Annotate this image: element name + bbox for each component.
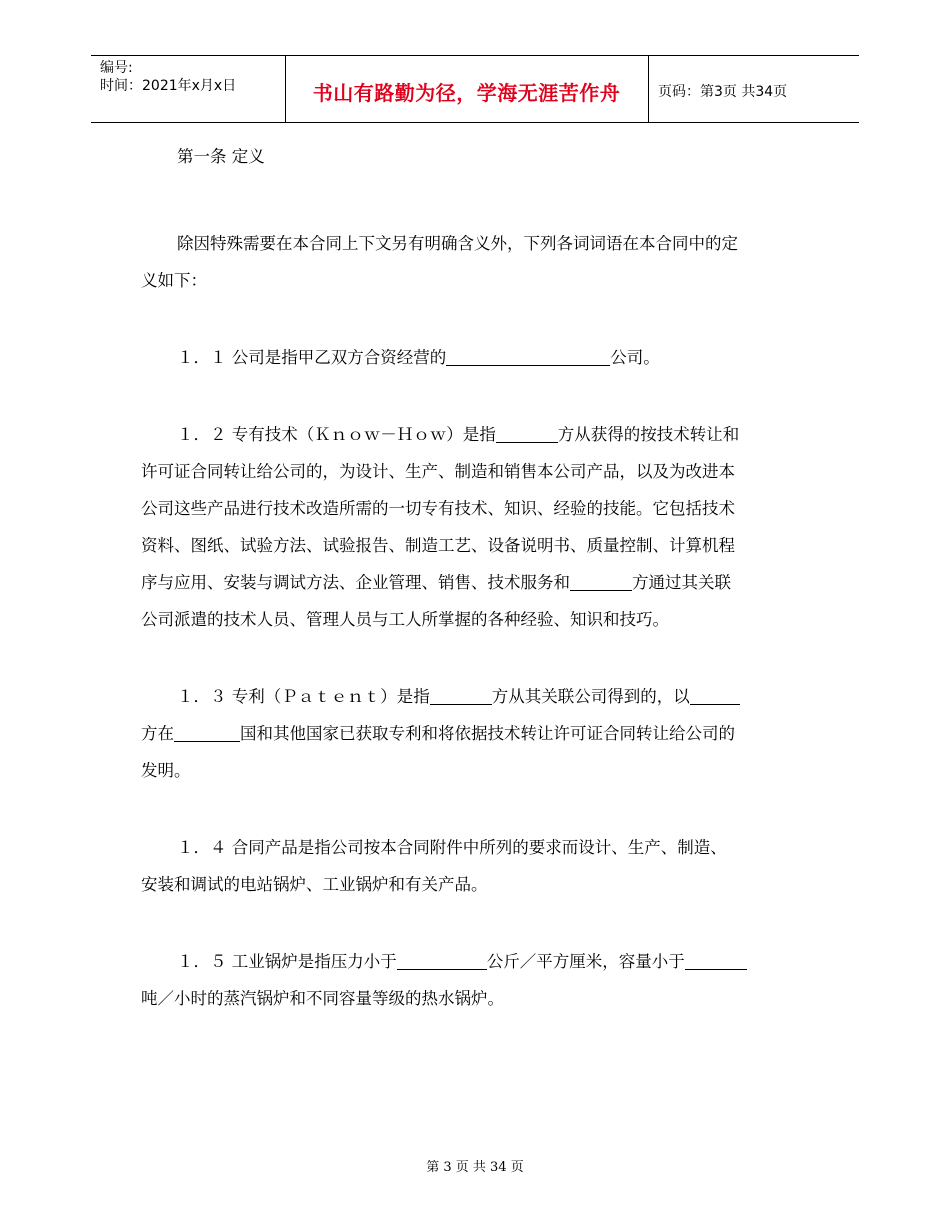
blank-field bbox=[446, 345, 610, 366]
header-page-info: 页码：第3页 共34页 bbox=[658, 84, 788, 100]
clause-text: １．２ 专有技术（Ｋｎｏｗ－Ｈｏｗ）是指 bbox=[177, 425, 496, 444]
clause-text: 国和其他国家已获取专利和将依据技术转让许可证合同转让给公司的 bbox=[240, 724, 735, 743]
clause-1-5 bbox=[141, 943, 813, 980]
clause-text: 方在 bbox=[141, 724, 174, 743]
header-meta bbox=[100, 59, 236, 95]
clause-text: １．３ 专利（Ｐａｔｅｎｔ）是指 bbox=[177, 687, 430, 706]
blank-field bbox=[685, 949, 747, 970]
clause-line: 公司派遣的技术人员、管理人员与工人所掌握的各种经验、知识和技巧。 bbox=[141, 610, 669, 629]
clause-text: 公斤／平方厘米，容量小于 bbox=[486, 952, 685, 971]
clause-text: 公司。 bbox=[610, 348, 660, 367]
clause-1-1 bbox=[141, 339, 813, 376]
clause-text: 方从获得的按技术转让和 bbox=[557, 425, 740, 444]
article-body bbox=[141, 138, 813, 1017]
blank-field bbox=[174, 721, 240, 742]
clause-line: 资料、图纸、试验方法、试验报告、制造工艺、设备说明书、质量控制、计算机程 bbox=[141, 536, 735, 555]
blank-field bbox=[496, 422, 558, 443]
clause-1-2 bbox=[141, 416, 813, 453]
clause-1-4: １．４ 合同产品是指公司按本合同附件中所列的要求而设计、生产、制造、 bbox=[177, 838, 727, 857]
blank-field bbox=[690, 684, 740, 705]
clause-text: 方从其关联公司得到的，以 bbox=[491, 687, 690, 706]
clause-text: 序与应用、安装与调试方法、企业管理、销售、技术服务和 bbox=[141, 573, 570, 592]
clause-line: 吨／小时的蒸汽锅炉和不同容量等级的热水锅炉。 bbox=[141, 989, 504, 1008]
time-label: 时间：2021年x月x日 bbox=[100, 78, 237, 94]
clause-text: １．５ 工业锅炉是指压力小于 bbox=[177, 952, 397, 971]
clause-text: 方通过其关联 bbox=[632, 573, 731, 592]
header-divider bbox=[648, 56, 649, 122]
clause-text: １．１ 公司是指甲乙双方合资经营的 bbox=[177, 348, 447, 367]
clause-1-3 bbox=[141, 678, 813, 715]
clause-line: 发明。 bbox=[141, 761, 191, 780]
clause-line: 公司这些产品进行技术改造所需的一切专有技术、知识、经验的技能。它包括技术 bbox=[141, 499, 735, 518]
intro-line: 除因特殊需要在本合同上下文另有明确含义外，下列各词词语在本合同中的定 bbox=[177, 234, 738, 253]
clause-line bbox=[141, 564, 813, 601]
clause-line: 安装和调试的电站锅炉、工业锅炉和有关产品。 bbox=[141, 875, 488, 894]
blank-field bbox=[570, 570, 632, 591]
intro-line: 义如下： bbox=[141, 271, 207, 290]
clause-line bbox=[141, 715, 813, 752]
blank-field bbox=[397, 949, 487, 970]
article-title: 第一条 定义 bbox=[177, 147, 265, 166]
header-motto: 书山有路勤为径，学海无涯苦作舟 bbox=[312, 80, 621, 105]
number-label: 编号: bbox=[100, 60, 133, 76]
page-footer: 第 3 页 共 34 页 bbox=[426, 1160, 524, 1175]
document-header bbox=[91, 55, 859, 123]
blank-field bbox=[430, 684, 492, 705]
clause-line: 许可证合同转让给公司的，为设计、生产、制造和销售本公司产品，以及为改进本 bbox=[141, 462, 735, 481]
